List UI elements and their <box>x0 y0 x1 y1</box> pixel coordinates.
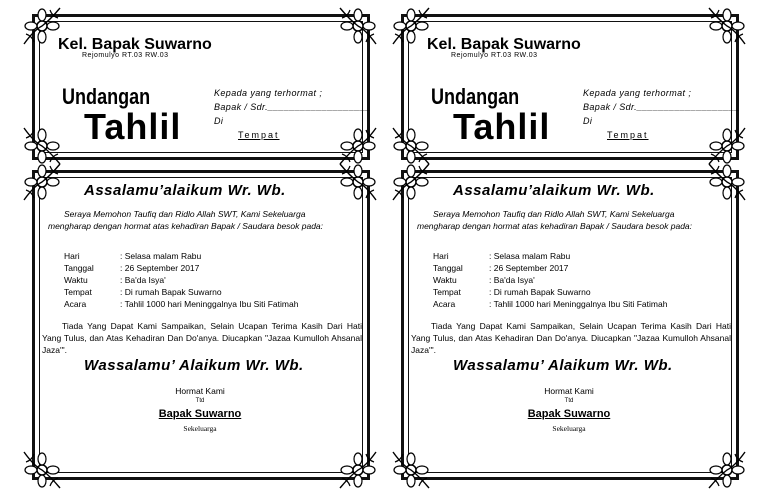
detail-key: Hari <box>433 251 449 261</box>
detail-key: Tanggal <box>433 263 463 273</box>
closing-text: Tiada Yang Dapat Kami Sampaikan, Selain Ucapan Terima Kasih Dari Hati Yang Tulus, dan Atas Kehadiran Dan Do'anya. Diucapkan "Jazaa Kumulloh Ahsanal Jaza'". <box>42 321 362 355</box>
floral-corner-icon <box>22 6 62 46</box>
floral-corner-icon <box>707 450 747 490</box>
event-details <box>433 250 667 310</box>
detail-row <box>433 274 667 286</box>
recipient-line2: Bapak / Sdr.___________________ <box>214 102 371 112</box>
recipient-line3: Di <box>214 116 224 126</box>
floral-corner-icon <box>707 162 747 202</box>
floral-corner-icon <box>22 450 62 490</box>
floral-corner-icon <box>391 126 431 166</box>
detail-key: Acara <box>433 299 456 309</box>
family-name: Kel. Bapak Suwarno <box>427 36 581 53</box>
detail-row <box>64 298 298 310</box>
recipient-place: Tempat <box>238 130 280 140</box>
recipient-line3: Di <box>583 116 593 126</box>
farewell: Wassalamu’ Alaikum Wr. Wb. <box>453 357 673 374</box>
detail-key: Waktu <box>64 275 88 285</box>
detail-value: : Tahlil 1000 hari Meninggalnya Ibu Siti Fatimah <box>120 299 299 309</box>
title-undangan: Undangan <box>431 84 520 109</box>
detail-key: Tempat <box>433 287 461 297</box>
invitation-card-right <box>369 0 753 503</box>
event-details <box>64 250 298 310</box>
title-undangan: Undangan <box>62 84 151 109</box>
ttd-text: Ttd <box>195 398 205 404</box>
floral-corner-icon <box>707 6 747 46</box>
recipient-line1: Kepada yang terhormat ; <box>583 88 692 98</box>
detail-row <box>64 262 298 274</box>
intro-text: Seraya Memohon Taufiq dan Ridlo Allah SWT, Kami Sekeluarga mengharap dengan hormat atas kehadiran Bapak / Saudara besok pada: <box>48 209 324 231</box>
detail-value: : Selasa malam Rabu <box>120 251 202 261</box>
greeting: Assalamu’alaikum Wr. Wb. <box>453 182 655 199</box>
floral-corner-icon <box>391 162 431 202</box>
recipient-line1: Kepada yang terhormat ; <box>214 88 323 98</box>
floral-corner-icon <box>22 162 62 202</box>
signer-name: Bapak Suwarno <box>158 408 242 420</box>
detail-row <box>433 298 667 310</box>
family-signature: Sekeluarga <box>183 424 217 433</box>
family-signature: Sekeluarga <box>552 424 586 433</box>
title-tahlil: Tahlil <box>453 106 551 147</box>
detail-key: Waktu <box>433 275 457 285</box>
detail-row <box>433 286 667 298</box>
detail-key: Acara <box>64 299 87 309</box>
greeting: Assalamu’alaikum Wr. Wb. <box>84 182 286 199</box>
detail-row <box>64 274 298 286</box>
floral-corner-icon <box>391 450 431 490</box>
address: Rejomulyo RT.03 RW.03 <box>82 52 169 59</box>
detail-row <box>64 250 298 262</box>
recipient-block <box>583 86 740 142</box>
recipient-place: Tempat <box>607 130 649 140</box>
respect-text: Hormat Kami <box>544 386 594 396</box>
family-name: Kel. Bapak Suwarno <box>58 36 212 53</box>
signer-name: Bapak Suwarno <box>527 408 611 420</box>
detail-key: Tanggal <box>64 263 94 273</box>
detail-value: : Tahlil 1000 hari Meninggalnya Ibu Siti Fatimah <box>489 299 668 309</box>
floral-corner-icon <box>391 6 431 46</box>
intro-text: Seraya Memohon Taufiq dan Ridlo Allah SWT, Kami Sekeluarga mengharap dengan hormat atas kehadiran Bapak / Saudara besok pada: <box>417 209 693 231</box>
ttd-text: Ttd <box>564 398 574 404</box>
detail-value: : Selasa malam Rabu <box>489 251 571 261</box>
detail-value: : 26 September 2017 <box>489 263 569 273</box>
floral-corner-icon <box>22 126 62 166</box>
detail-key: Tempat <box>64 287 92 297</box>
address: Rejomulyo RT.03 RW.03 <box>451 52 538 59</box>
detail-value: : Di rumah Bapak Suwarno <box>489 287 591 297</box>
title-tahlil: Tahlil <box>84 106 182 147</box>
farewell: Wassalamu’ Alaikum Wr. Wb. <box>84 357 304 374</box>
detail-key: Hari <box>64 251 80 261</box>
closing-text: Tiada Yang Dapat Kami Sampaikan, Selain Ucapan Terima Kasih Dari Hati Yang Tulus, dan Atas Kehadiran Dan Do'anya. Diucapkan "Jazaa Kumulloh Ahsanal Jaza'". <box>411 321 731 355</box>
respect-text: Hormat Kami <box>175 386 225 396</box>
recipient-block <box>214 86 371 142</box>
recipient-line2: Bapak / Sdr.___________________ <box>583 102 740 112</box>
detail-row <box>64 286 298 298</box>
detail-row <box>433 262 667 274</box>
detail-value: : Di rumah Bapak Suwarno <box>120 287 222 297</box>
detail-value: : Ba'da Isya' <box>120 275 166 285</box>
detail-value: : 26 September 2017 <box>120 263 200 273</box>
detail-value: : Ba'da Isya' <box>489 275 535 285</box>
detail-row <box>433 250 667 262</box>
